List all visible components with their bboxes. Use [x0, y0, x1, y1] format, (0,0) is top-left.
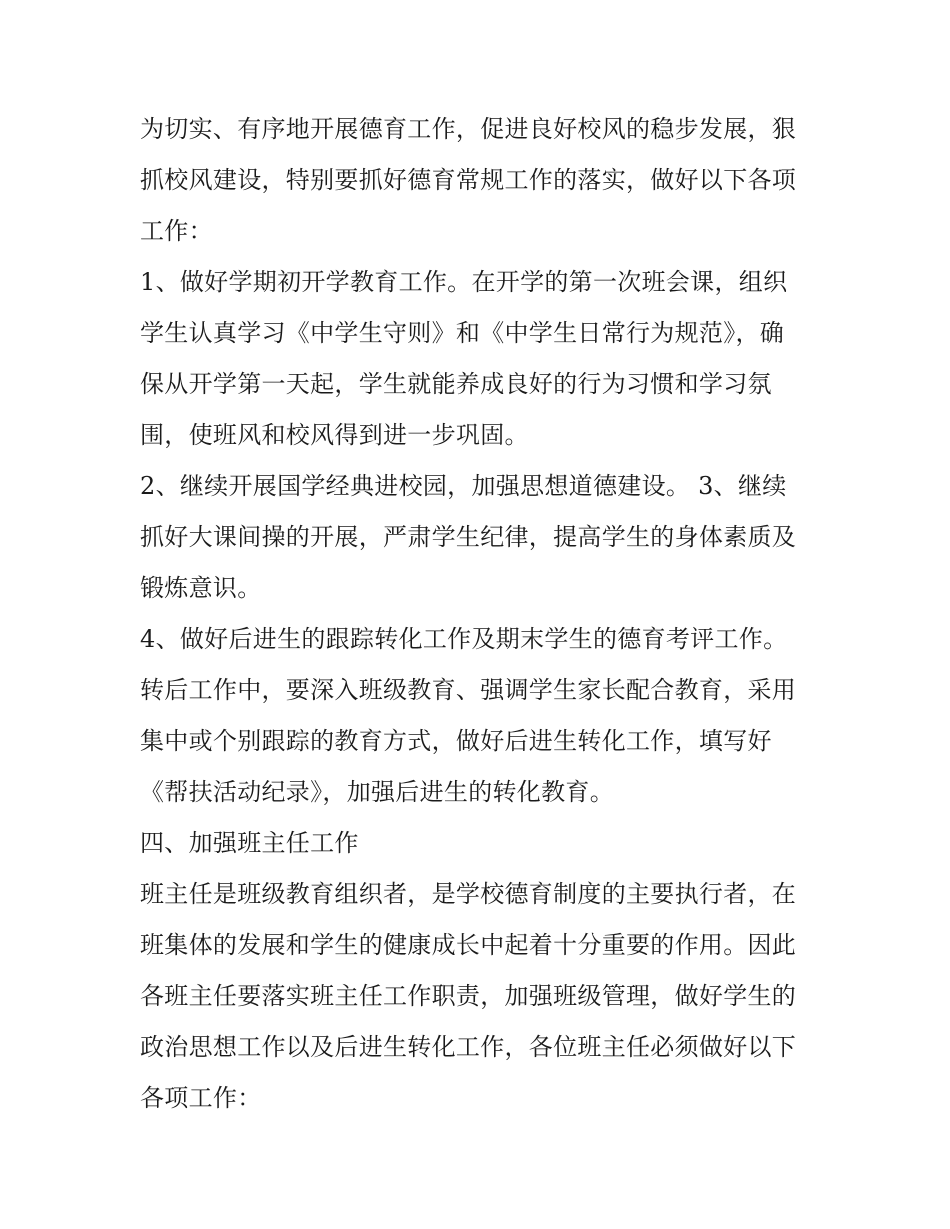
- text-line: 抓校风建设，特别要抓好德育常规工作的落实，做好以下各项: [140, 166, 797, 194]
- text-line: 各项工作：: [140, 1084, 262, 1112]
- text-line: 2、继续开展国学经典进校园，加强思想道德建设。 3、继续: [140, 472, 787, 500]
- text-line: 政治思想工作以及后进生转化工作，各位班主任必须做好以下: [140, 1033, 797, 1061]
- text-line: 4、做好后进生的跟踪转化工作及期末学生的德育考评工作。: [140, 625, 788, 653]
- text-line: 围，使班风和校风得到进一步巩固。: [140, 421, 529, 449]
- text-line: 工作：: [140, 217, 213, 245]
- text-line: 《帮扶活动纪录》，加强后进生的转化教育。: [140, 778, 614, 806]
- text-line: 保从开学第一天起，学生就能养成良好的行为习惯和学习氛: [140, 370, 772, 398]
- text-line: 为切实、有序地开展德育工作，促进良好校风的稳步发展，狠: [140, 115, 797, 143]
- text-line: 各班主任要落实班主任工作职责，加强班级管理，做好学生的: [140, 982, 797, 1010]
- text-line: 学生认真学习《中学生守则》和《中学生日常行为规范》，确: [140, 319, 785, 347]
- text-line: 抓好大课间操的开展，严肃学生纪律，提高学生的身体素质及: [140, 523, 797, 551]
- text-line: 班集体的发展和学生的健康成长中起着十分重要的作用。因此: [140, 931, 797, 959]
- document-body: [140, 104, 830, 1124]
- text-line: 1、做好学期初开学教育工作。在开学的第一次班会课，组织: [140, 268, 788, 296]
- text-line: 班主任是班级教育组织者，是学校德育制度的主要执行者，在: [140, 880, 797, 908]
- text-line: 锻炼意识。: [140, 574, 262, 602]
- text-line: 集中或个别跟踪的教育方式，做好后进生转化工作，填写好: [140, 727, 772, 755]
- text-line: 转后工作中，要深入班级教育、强调学生家长配合教育，采用: [140, 676, 797, 704]
- section-heading: 四、加强班主任工作: [140, 829, 359, 857]
